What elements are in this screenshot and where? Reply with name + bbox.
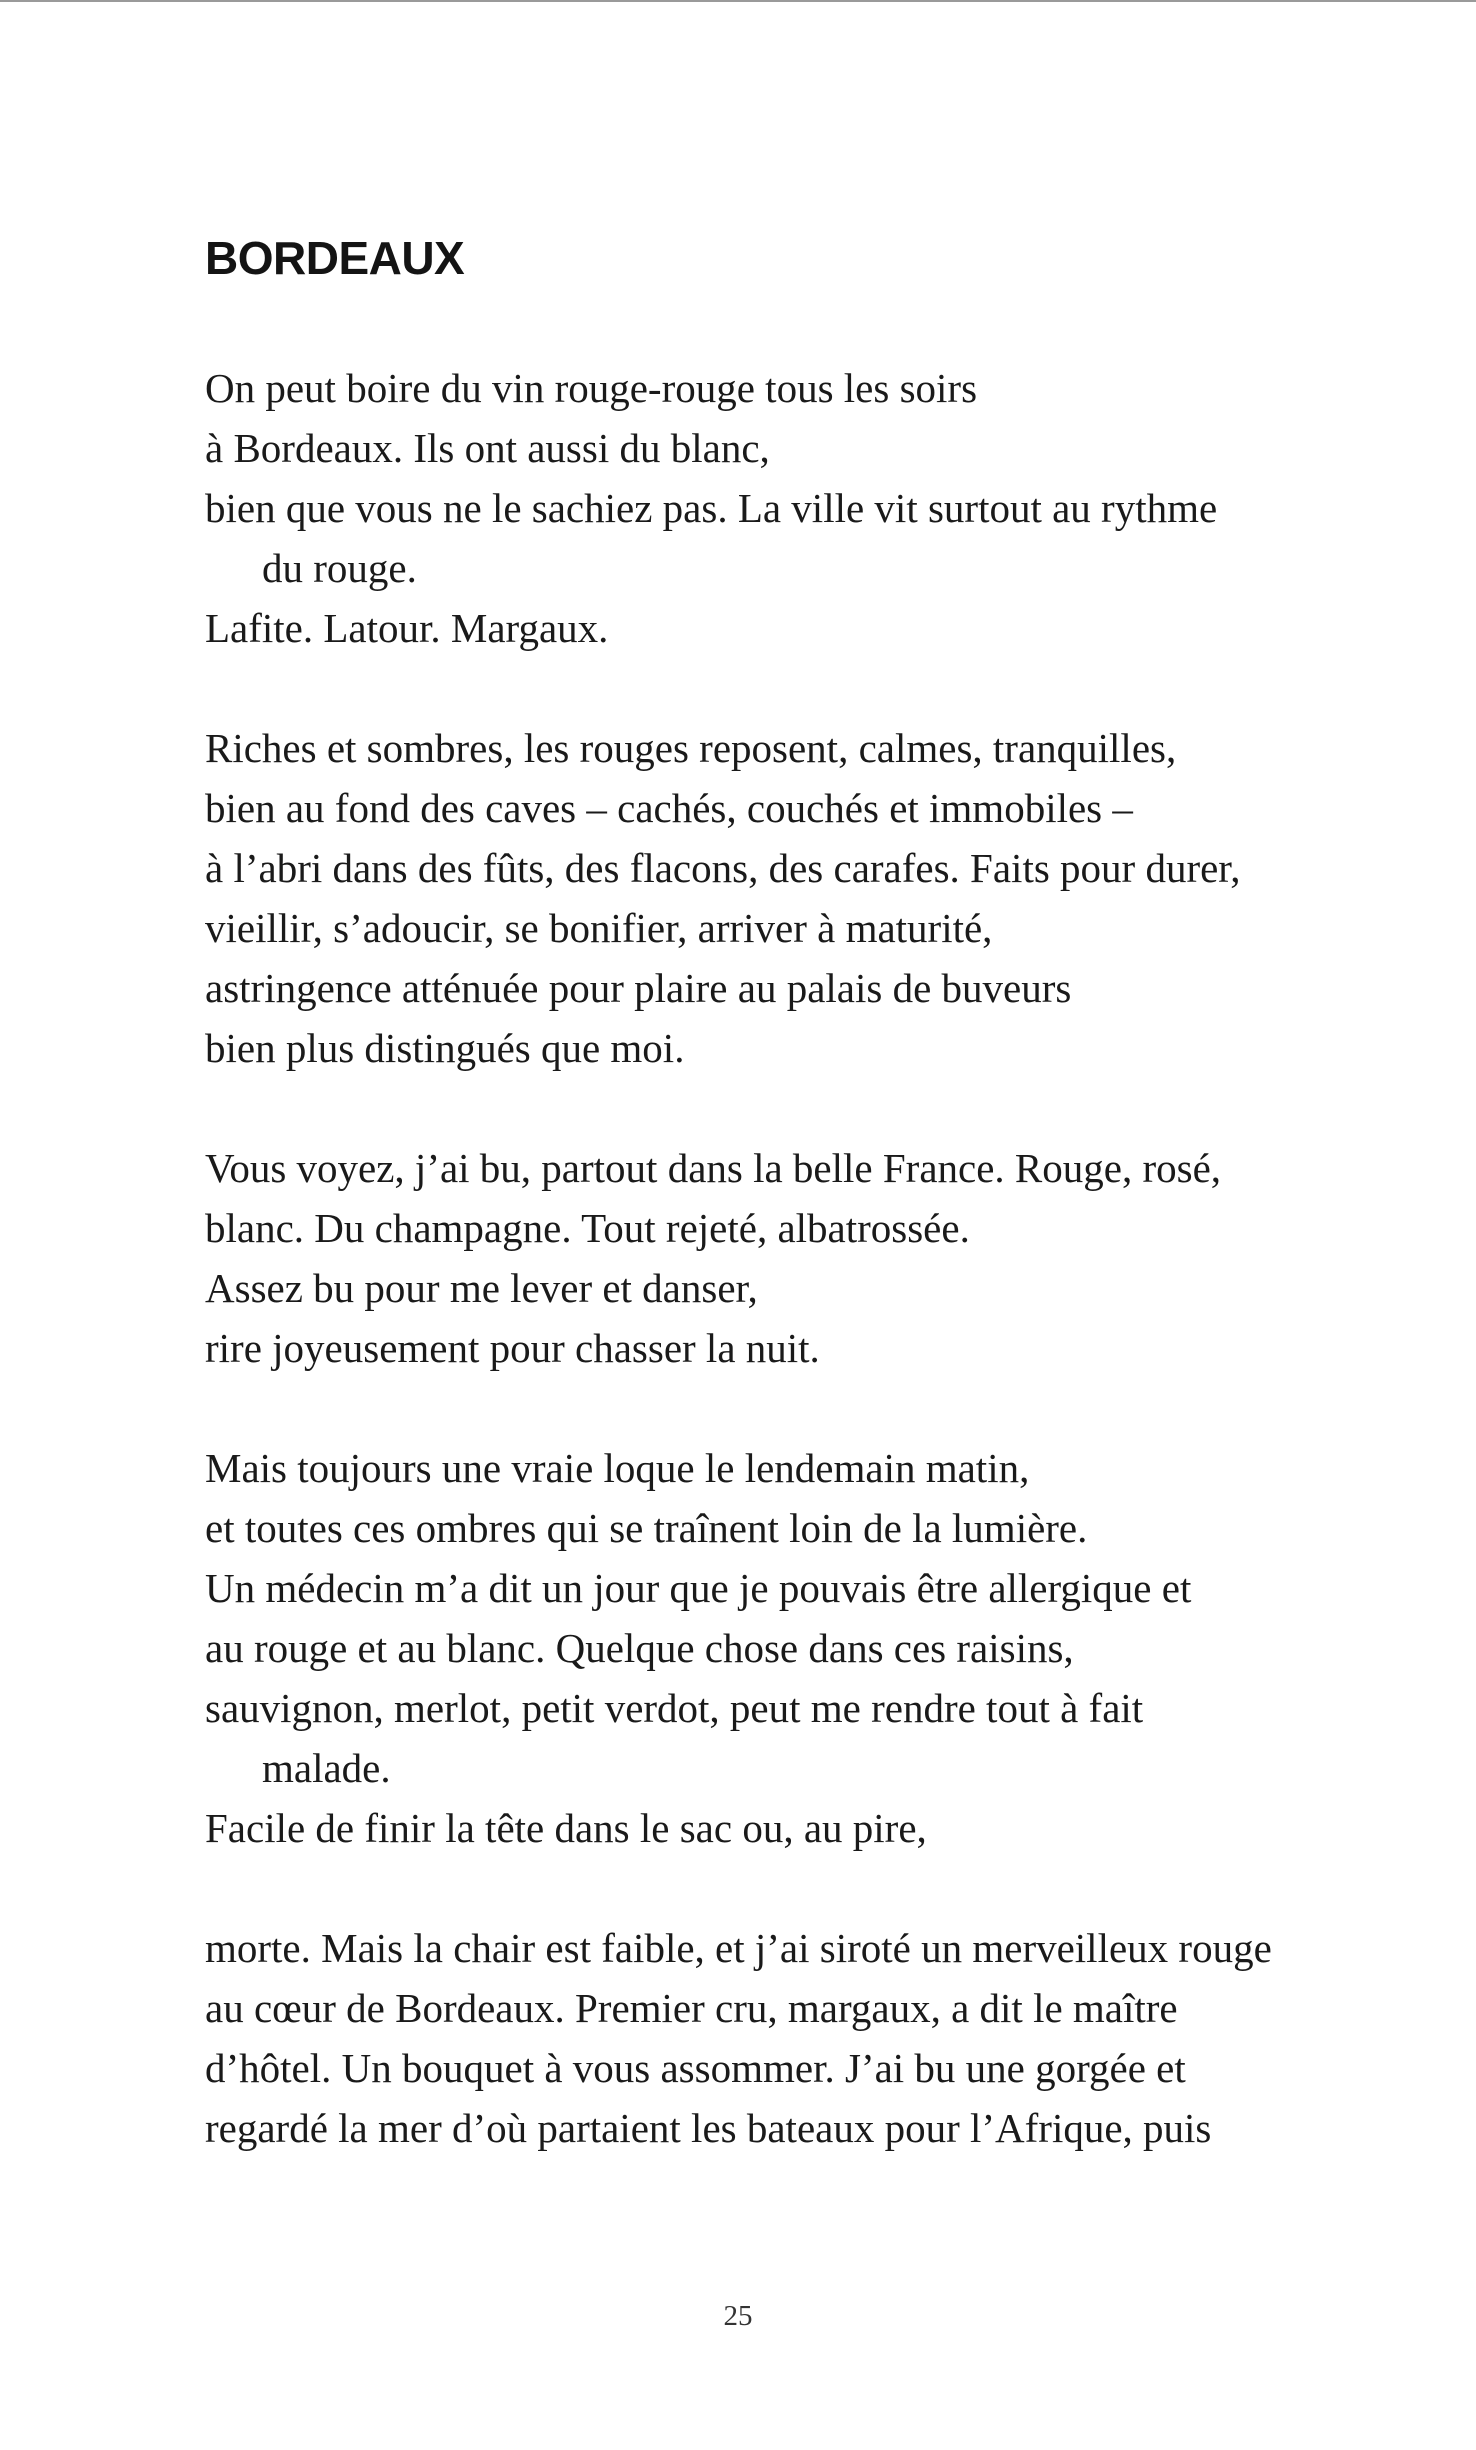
stanza xyxy=(205,718,1325,1078)
poem-line-continuation: du rouge. xyxy=(262,545,417,591)
stanza xyxy=(205,1138,1325,1378)
poem-line: Assez bu pour me lever et danser, xyxy=(205,1265,758,1311)
poem-line: au rouge et au blanc. Quelque chose dans ces raisins, xyxy=(205,1625,1074,1671)
poem-line: sauvignon, merlot, petit verdot, peut me rendre tout à fait xyxy=(205,1685,1144,1731)
poem-line: Mais toujours une vraie loque le lendemain matin, xyxy=(205,1445,1030,1491)
poem-line: regardé la mer d’où partaient les bateaux pour l’Afrique, puis xyxy=(205,2105,1212,2151)
poem-body xyxy=(205,358,1325,2158)
top-rule xyxy=(0,0,1476,2)
poem-line-continuation: malade. xyxy=(262,1745,391,1791)
poem-line: au cœur de Bordeaux. Premier cru, margaux, a dit le maître xyxy=(205,1985,1178,2031)
stanza xyxy=(205,358,1325,658)
poem-line: bien plus distingués que moi. xyxy=(205,1025,685,1071)
page-title: BORDEAUX xyxy=(205,232,465,284)
stanza xyxy=(205,1438,1325,1858)
poem-line: bien au fond des caves – cachés, couchés et immobiles – xyxy=(205,785,1133,831)
poem-line: Un médecin m’a dit un jour que je pouvais être allergique et xyxy=(205,1565,1192,1611)
poem-line: bien que vous ne le sachiez pas. La ville vit surtout au rythme xyxy=(205,485,1218,531)
poem-line: d’hôtel. Un bouquet à vous assommer. J’ai bu une gorgée et xyxy=(205,2045,1186,2091)
poem-line: Lafite. Latour. Margaux. xyxy=(205,605,609,651)
poem-line: astringence atténuée pour plaire au palais de buveurs xyxy=(205,965,1072,1011)
poem-line: vieillir, s’adoucir, se bonifier, arriver à maturité, xyxy=(205,905,993,951)
poem-line: Riches et sombres, les rouges reposent, calmes, tranquilles, xyxy=(205,725,1177,771)
poem-line: rire joyeusement pour chasser la nuit. xyxy=(205,1325,820,1371)
poem-line: à Bordeaux. Ils ont aussi du blanc, xyxy=(205,425,770,471)
poem-line: à l’abri dans des fûts, des flacons, des carafes. Faits pour durer, xyxy=(205,845,1241,891)
poem-line: et toutes ces ombres qui se traînent loin de la lumière. xyxy=(205,1505,1088,1551)
poem-line: On peut boire du vin rouge-rouge tous les soirs xyxy=(205,365,978,411)
page-number: 25 xyxy=(723,2300,753,2332)
poem-line: Vous voyez, j’ai bu, partout dans la belle France. Rouge, rosé, xyxy=(205,1145,1222,1191)
poem-line: blanc. Du champagne. Tout rejeté, albatrossée. xyxy=(205,1205,970,1251)
stanza xyxy=(205,1918,1325,2158)
poem-line: morte. Mais la chair est faible, et j’ai siroté un merveilleux rouge xyxy=(205,1925,1272,1971)
poem-line: Facile de finir la tête dans le sac ou, au pire, xyxy=(205,1805,927,1851)
